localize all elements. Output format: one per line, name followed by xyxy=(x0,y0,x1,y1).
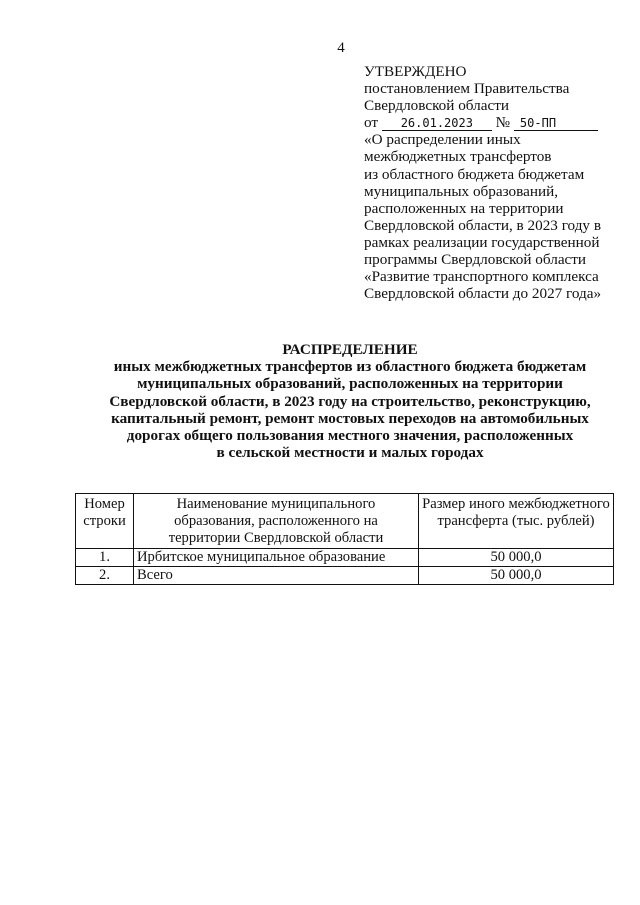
heading-title: РАСПРЕДЕЛЕНИЕ xyxy=(282,341,418,358)
table-header-row xyxy=(76,494,614,549)
decree-number: 50-ПП xyxy=(514,117,598,131)
heading-subtitle-line: в сельской местности и малых городах xyxy=(216,444,484,462)
decree-title-line: рамках реализации государственной xyxy=(364,233,600,251)
row-municipality: Всего xyxy=(134,567,419,585)
decree-title-line: расположенных на территории xyxy=(364,199,564,217)
heading-subtitle-line: муниципальных образований, расположенных на территории xyxy=(137,375,563,393)
date-prefix: от xyxy=(364,114,379,132)
decree-title-line: Свердловской области до 2027 года» xyxy=(364,285,602,303)
heading-subtitle-line: Свердловской области, в 2023 году на строительство, реконструкцию, xyxy=(109,392,591,410)
table-row xyxy=(76,549,614,567)
document-heading xyxy=(60,341,640,461)
decree-title-line: Свердловской области, в 2023 году в xyxy=(364,216,601,234)
decree-title-line: межбюджетных трансфертов xyxy=(364,148,552,166)
header-municipality: Наименование муниципального образования, расположенного на территории Свердловской области xyxy=(134,494,419,549)
approval-block xyxy=(364,63,632,302)
header-amount: Размер иного межбюджетного трансферта (тыс. рублей) xyxy=(419,494,614,549)
decree-title-line: из областного бюджета бюджетам xyxy=(364,165,585,183)
page-number: 4 xyxy=(337,40,345,56)
row-municipality: Ирбитское муниципальное образование xyxy=(134,549,419,567)
heading-subtitle-line: дорогах общего пользования местного значения, расположенных xyxy=(126,427,574,445)
decree-date: 26.01.2023 xyxy=(382,117,492,131)
decree-title-line: «Развитие транспортного комплекса xyxy=(364,268,599,286)
heading-subtitle-line: иных межбюджетных трансфертов из областного бюджета бюджетам xyxy=(113,358,587,376)
approval-title: УТВЕРЖДЕНО xyxy=(364,63,467,80)
row-amount: 50 000,0 xyxy=(419,567,614,585)
approval-line-1: постановлением Правительства xyxy=(364,80,570,98)
row-amount: 50 000,0 xyxy=(419,549,614,567)
distribution-table xyxy=(75,493,614,585)
decree-title-line: «О распределении иных xyxy=(364,131,521,149)
approval-line-2: Свердловской области xyxy=(364,97,509,115)
row-number: 2. xyxy=(76,567,134,585)
approval-date-line xyxy=(364,114,632,131)
row-number: 1. xyxy=(76,549,134,567)
heading-subtitle-line: капитальный ремонт, ремонт мостовых переходов на автомобильных xyxy=(111,409,589,427)
decree-title-line: муниципальных образований, xyxy=(364,182,558,200)
table-row-total xyxy=(76,567,614,585)
number-prefix: № xyxy=(495,114,511,132)
header-row-number: Номер строки xyxy=(76,494,134,549)
decree-title-line: программы Свердловской области xyxy=(364,251,587,269)
